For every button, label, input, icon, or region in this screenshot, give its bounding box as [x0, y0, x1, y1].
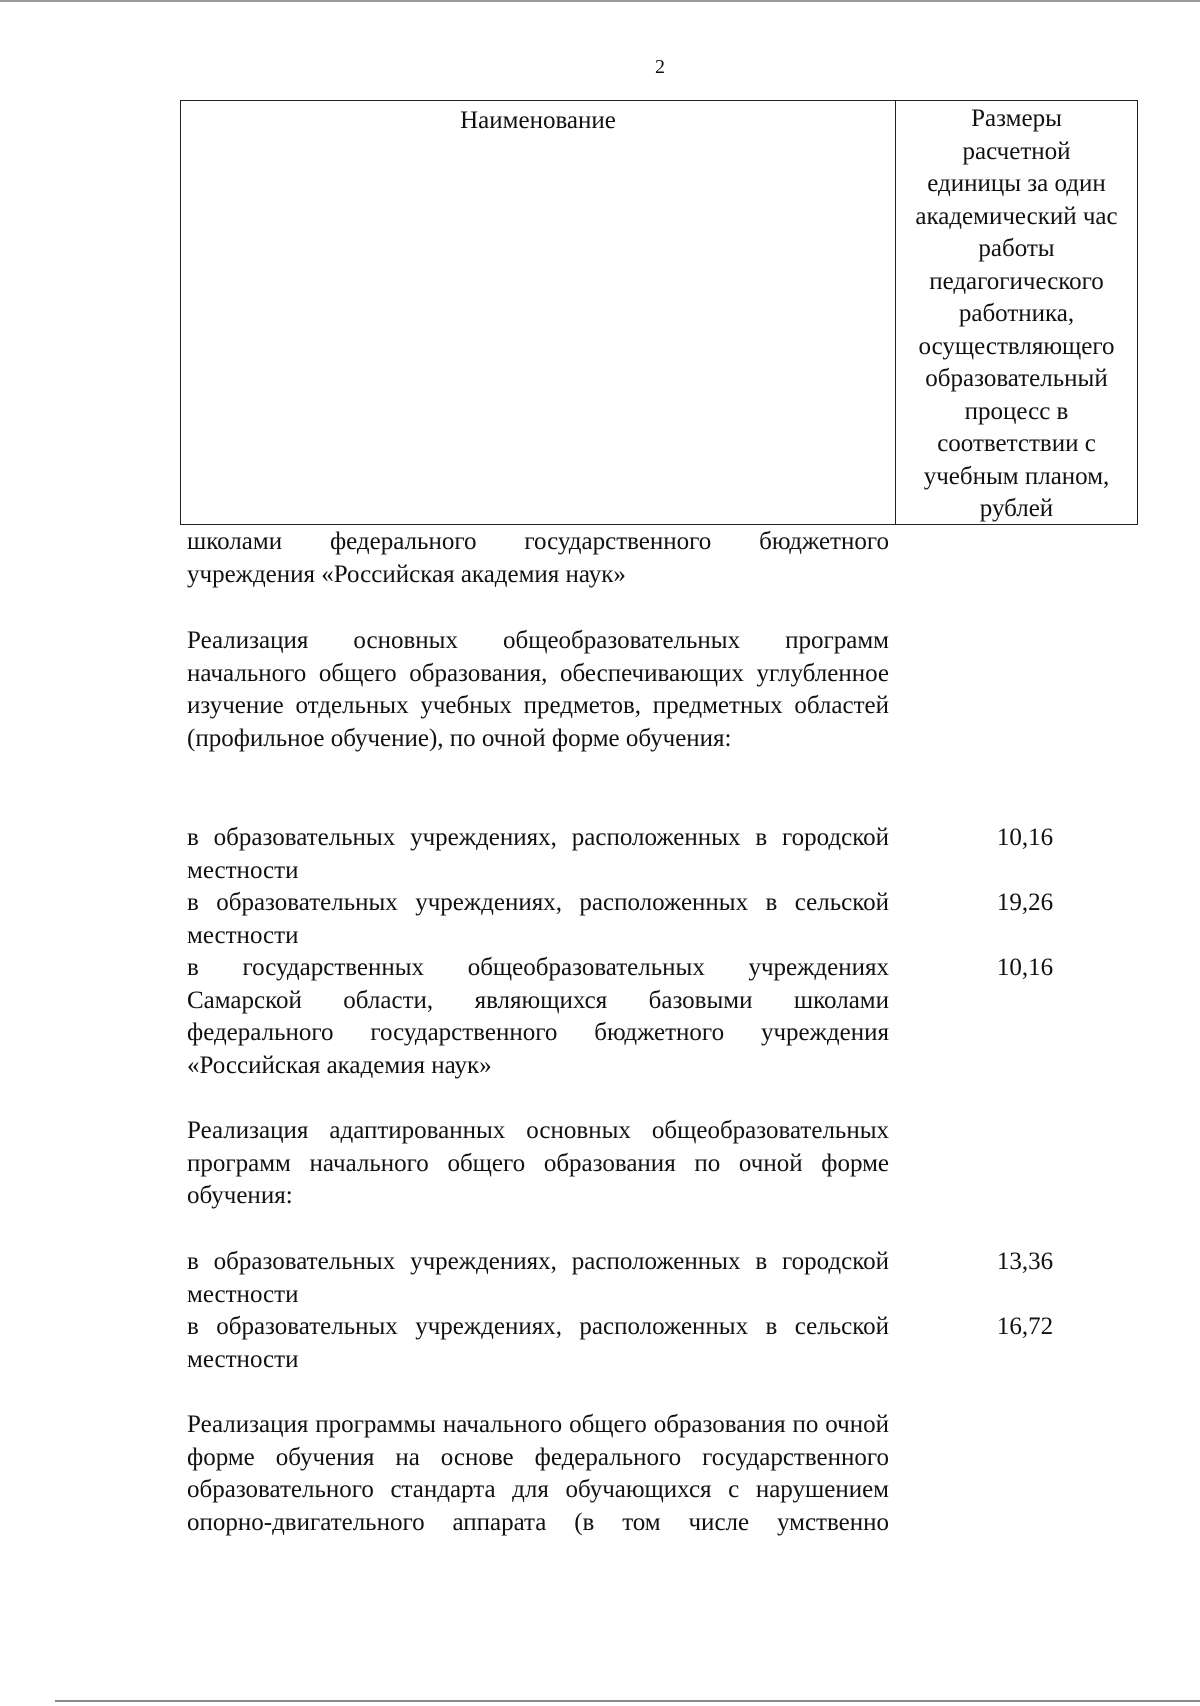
row-value: 10,16 — [996, 824, 1054, 851]
column-header-size-line: рублей — [979, 495, 1054, 522]
row-label: в образовательных учреждениях, расположенных в городской местности — [187, 824, 889, 884]
column-header-size-line: академический час — [915, 202, 1118, 230]
column-header-name: Наименование — [181, 101, 896, 524]
row-label: в государственных общеобразовательных учреждениях Самарской области, являющихся базовыми школами федерального государственного бюджетного учреждения «Российская академия наук» — [187, 954, 889, 1079]
row-label: в образовательных учреждениях, расположенных в сельской местности — [187, 1313, 889, 1373]
row-label: в образовательных учреждениях, расположенных в сельской местности — [187, 889, 889, 949]
column-header-size-line: осуществляющего — [918, 332, 1115, 360]
column-header-size-line: образовательный — [925, 365, 1108, 392]
section-heading-2: Реализация адаптированных основных общеобразовательных программ начального общего образования по очной форме обучения: — [187, 1117, 889, 1209]
column-header-size-line: работника, — [958, 300, 1075, 327]
continuation-text: школами федерального государственного бюджетного учреждения «Российская академия наук» — [187, 528, 889, 588]
row-value: 19,26 — [996, 889, 1054, 916]
column-header-size-line: процесс в — [964, 397, 1069, 425]
section-heading-1: Реализация основных общеобразовательных программ начального общего образования, обеспечивающих углубленное изучение отдельных учебных предметов, предметных областей (профильное обучение), по очной форме обучения: — [187, 627, 889, 752]
column-header-size-line: педагогического — [929, 267, 1104, 295]
column-header-size-line: работы — [978, 235, 1055, 262]
table-header — [180, 100, 1138, 525]
section-heading-3: Реализация программы начального общего образования по очной форме обучения на основе федерального государственного образовательного стандарта для обучающихся с нарушением опорно-двигательного аппарата (в том числе умственно — [187, 1411, 889, 1536]
scan-edge-bottom — [55, 1700, 1200, 1702]
column-header-size-line: учебным планом, — [923, 462, 1110, 490]
row-value: 10,16 — [996, 954, 1054, 981]
row-value: 16,72 — [996, 1313, 1054, 1340]
column-header-size-line: расчетной — [962, 137, 1071, 165]
page-number: 2 — [655, 56, 665, 78]
row-value: 13,36 — [996, 1248, 1054, 1275]
column-header-size — [896, 101, 1137, 524]
row-label: в образовательных учреждениях, расположенных в городской местности — [187, 1248, 889, 1308]
column-header-size-line: соответствии с — [937, 430, 1096, 457]
column-header-size-line: Размеры — [971, 105, 1062, 132]
column-header-size-line: единицы за один — [927, 170, 1106, 197]
scan-edge-top — [0, 0, 1200, 2]
